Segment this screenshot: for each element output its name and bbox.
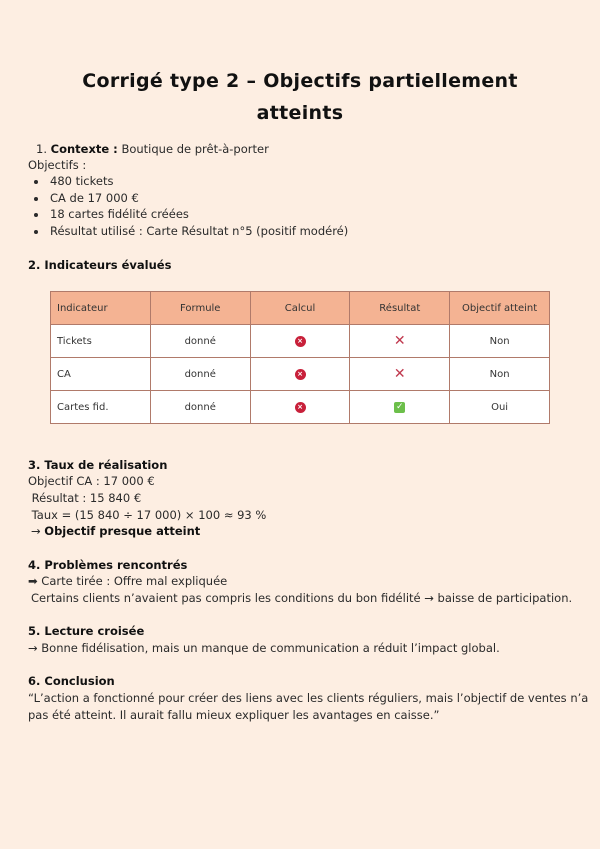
col-header: Calcul [250, 292, 350, 325]
context-value: Boutique de prêt-à-porter [121, 142, 269, 156]
x-circle-icon: × [295, 336, 306, 347]
x-mark-icon: ✕ [393, 366, 406, 382]
cross-reading-text: → Bonne fidélisation, mais un manque de communication a réduit l’impact global. [28, 641, 500, 655]
cell-objectif: Non [450, 358, 550, 391]
x-circle-icon: × [295, 369, 306, 380]
table-row [51, 358, 550, 391]
section5-heading: 5. Lecture croisée [28, 624, 145, 638]
cell-indicateur: Cartes fid. [51, 391, 151, 424]
context-line [36, 141, 269, 158]
card-line [28, 573, 227, 590]
conclusion-line1: “L’action a fonctionné pour créer des liens avec les clients réguliers, mais l’objectif de ventes n’a [28, 691, 589, 705]
rate-conclusion-text: Objectif presque atteint [44, 524, 201, 538]
result-line: Résultat : 15 840 € [28, 491, 142, 505]
section6-heading: 6. Conclusion [28, 674, 115, 688]
check-box-icon: ✓ [395, 402, 404, 412]
cell-formule: donné [150, 391, 250, 424]
cell-formule: donné [150, 325, 250, 358]
list-item: • CA de 17 000 € [48, 190, 348, 207]
page-title-line1: Corrigé type 2 – Objectifs partiellement [82, 70, 518, 92]
objectives-label: Objectifs : [28, 158, 87, 172]
section-number: 1. [36, 142, 47, 156]
col-header: Formule [150, 292, 250, 325]
cell-indicateur: Tickets [51, 325, 151, 358]
list-item: • 18 cartes fidélité créées [48, 206, 348, 223]
heavy-arrow-icon: ➡ [28, 574, 38, 588]
conclusion-line2: pas été atteint. Il aurait fallu mieux expliquer les avantages en caisse.” [28, 708, 440, 722]
indicators-table [50, 291, 550, 424]
list-item: • 480 tickets [48, 173, 348, 190]
col-header: Résultat [350, 292, 450, 325]
cell-objectif: Non [450, 325, 550, 358]
table-row [51, 391, 550, 424]
x-mark-icon: ✕ [393, 333, 406, 349]
section4-heading: 4. Problèmes rencontrés [28, 558, 188, 572]
context-label: Contexte : [50, 142, 118, 156]
page-title-line2: atteints [256, 102, 344, 124]
section3-heading: 3. Taux de réalisation [28, 458, 168, 472]
list-item: • Résultat utilisé : Carte Résultat n°5 (positif modéré) [48, 223, 348, 240]
cell-indicateur: CA [51, 358, 151, 391]
cell-objectif: Oui [450, 391, 550, 424]
section2-heading: 2. Indicateurs évalués [28, 258, 172, 272]
col-header: Indicateur [51, 292, 151, 325]
table-row [51, 325, 550, 358]
arrow-right-icon: → [31, 524, 41, 538]
x-circle-icon: × [295, 402, 306, 413]
problem-detail: Certains clients n’avaient pas compris les conditions du bon fidélité → baisse de participation. [31, 591, 573, 605]
objective-ca-line: Objectif CA : 17 000 € [28, 474, 155, 488]
card-text: Carte tirée : Offre mal expliquée [41, 574, 228, 588]
objectives-list [30, 173, 348, 239]
table-header-row [51, 292, 550, 325]
rate-line: Taux = (15 840 ÷ 17 000) × 100 ≈ 93 % [28, 508, 267, 522]
rate-conclusion [31, 523, 200, 540]
cell-formule: donné [150, 358, 250, 391]
col-header: Objectif atteint [450, 292, 550, 325]
